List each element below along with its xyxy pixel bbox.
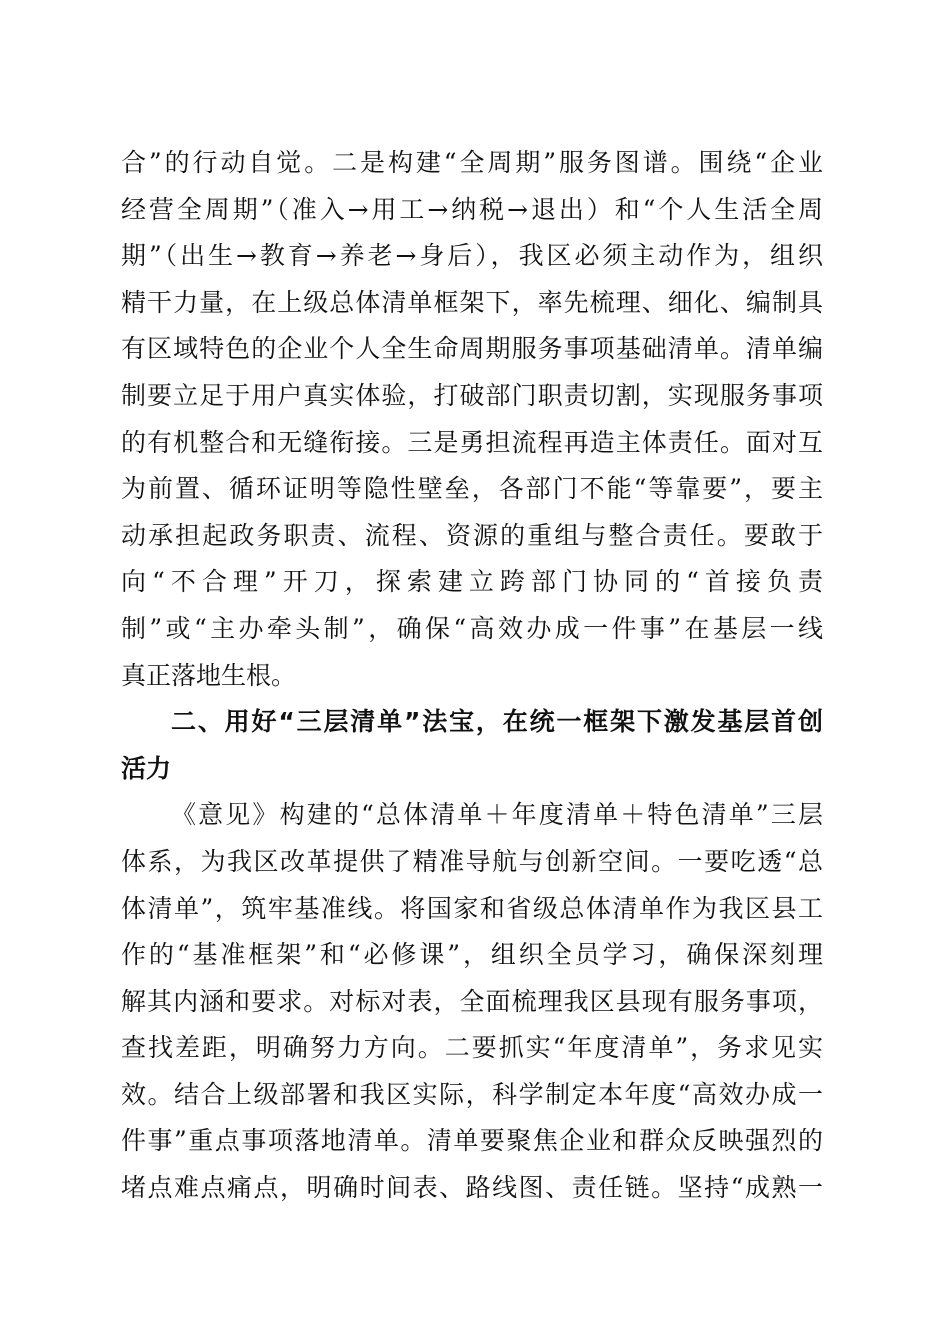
heading-line: 活力 bbox=[121, 753, 172, 783]
text-line: 有区域特色的企业个人全生命周期服务事项基础清单。清单编 bbox=[121, 334, 823, 364]
text-line: 为前置、循环证明等隐性壁垒，各部门不能“等靠要”，要主 bbox=[121, 474, 823, 504]
text-line: 体系，为我区改革提供了精准导航与创新空间。一要吃透“总 bbox=[121, 846, 823, 876]
text-line: 效。结合上级部署和我区实际，科学制定本年度“高效办成一 bbox=[121, 1079, 823, 1109]
text-line: 合”的行动自觉。二是构建“全周期”服务图谱。围绕“企业 bbox=[121, 148, 823, 177]
text-line: 向“不合理”开刀，探索建立跨部门协同的“首接负责 bbox=[121, 567, 823, 597]
text-line: 制”或“主办牵头制”，确保“高效办成一件事”在基层一线 bbox=[121, 613, 823, 643]
text-line: 动承担起政务职责、流程、资源的重组与整合责任。要敢于 bbox=[121, 520, 823, 550]
paragraph-service-map bbox=[121, 140, 823, 699]
text-line: 经营全周期”（准入→用工→纳税→退出）和“个人生活全周 bbox=[121, 194, 823, 224]
text-line: 精干力量，在上级总体清单框架下，率先梳理、细化、编制具 bbox=[121, 287, 823, 317]
text-line: 查找差距，明确努力方向。二要抓实“年度清单”，务求见实 bbox=[121, 1033, 823, 1063]
text-line: 期”（出生→教育→养老→身后），我区必须主动作为，组织 bbox=[121, 241, 823, 271]
text-line: 《意见》构建的“总体清单＋年度清单＋特色清单”三层 bbox=[171, 800, 823, 830]
text-line: 作的“基准框架”和“必修课”，组织全员学习，确保深刻理 bbox=[121, 940, 823, 970]
text-line: 制要立足于用户真实体验，打破部门职责切割，实现服务事项 bbox=[121, 380, 823, 410]
text-line: 件事”重点事项落地清单。清单要聚焦企业和群众反映强烈的 bbox=[121, 1126, 823, 1156]
section-heading bbox=[121, 699, 823, 792]
text-line: 堵点难点痛点，明确时间表、路线图、责任链。坚持“成熟一 bbox=[121, 1173, 823, 1203]
text-line: 真正落地生根。 bbox=[121, 660, 297, 690]
text-line: 解其内涵和要求。对标对表，全面梳理我区县现有服务事项， bbox=[121, 986, 823, 1016]
text-line: 的有机整合和无缝衔接。三是勇担流程再造主体责任。面对互 bbox=[121, 427, 823, 457]
heading-line: 二、用好“三层清单”法宝，在统一框架下激发基层首创 bbox=[171, 707, 823, 737]
paragraph-three-tier-lists bbox=[121, 792, 823, 1211]
document-body bbox=[121, 140, 823, 1212]
text-line: 体清单”，筑牢基准线。将国家和省级总体清单作为我区县工 bbox=[121, 893, 823, 923]
